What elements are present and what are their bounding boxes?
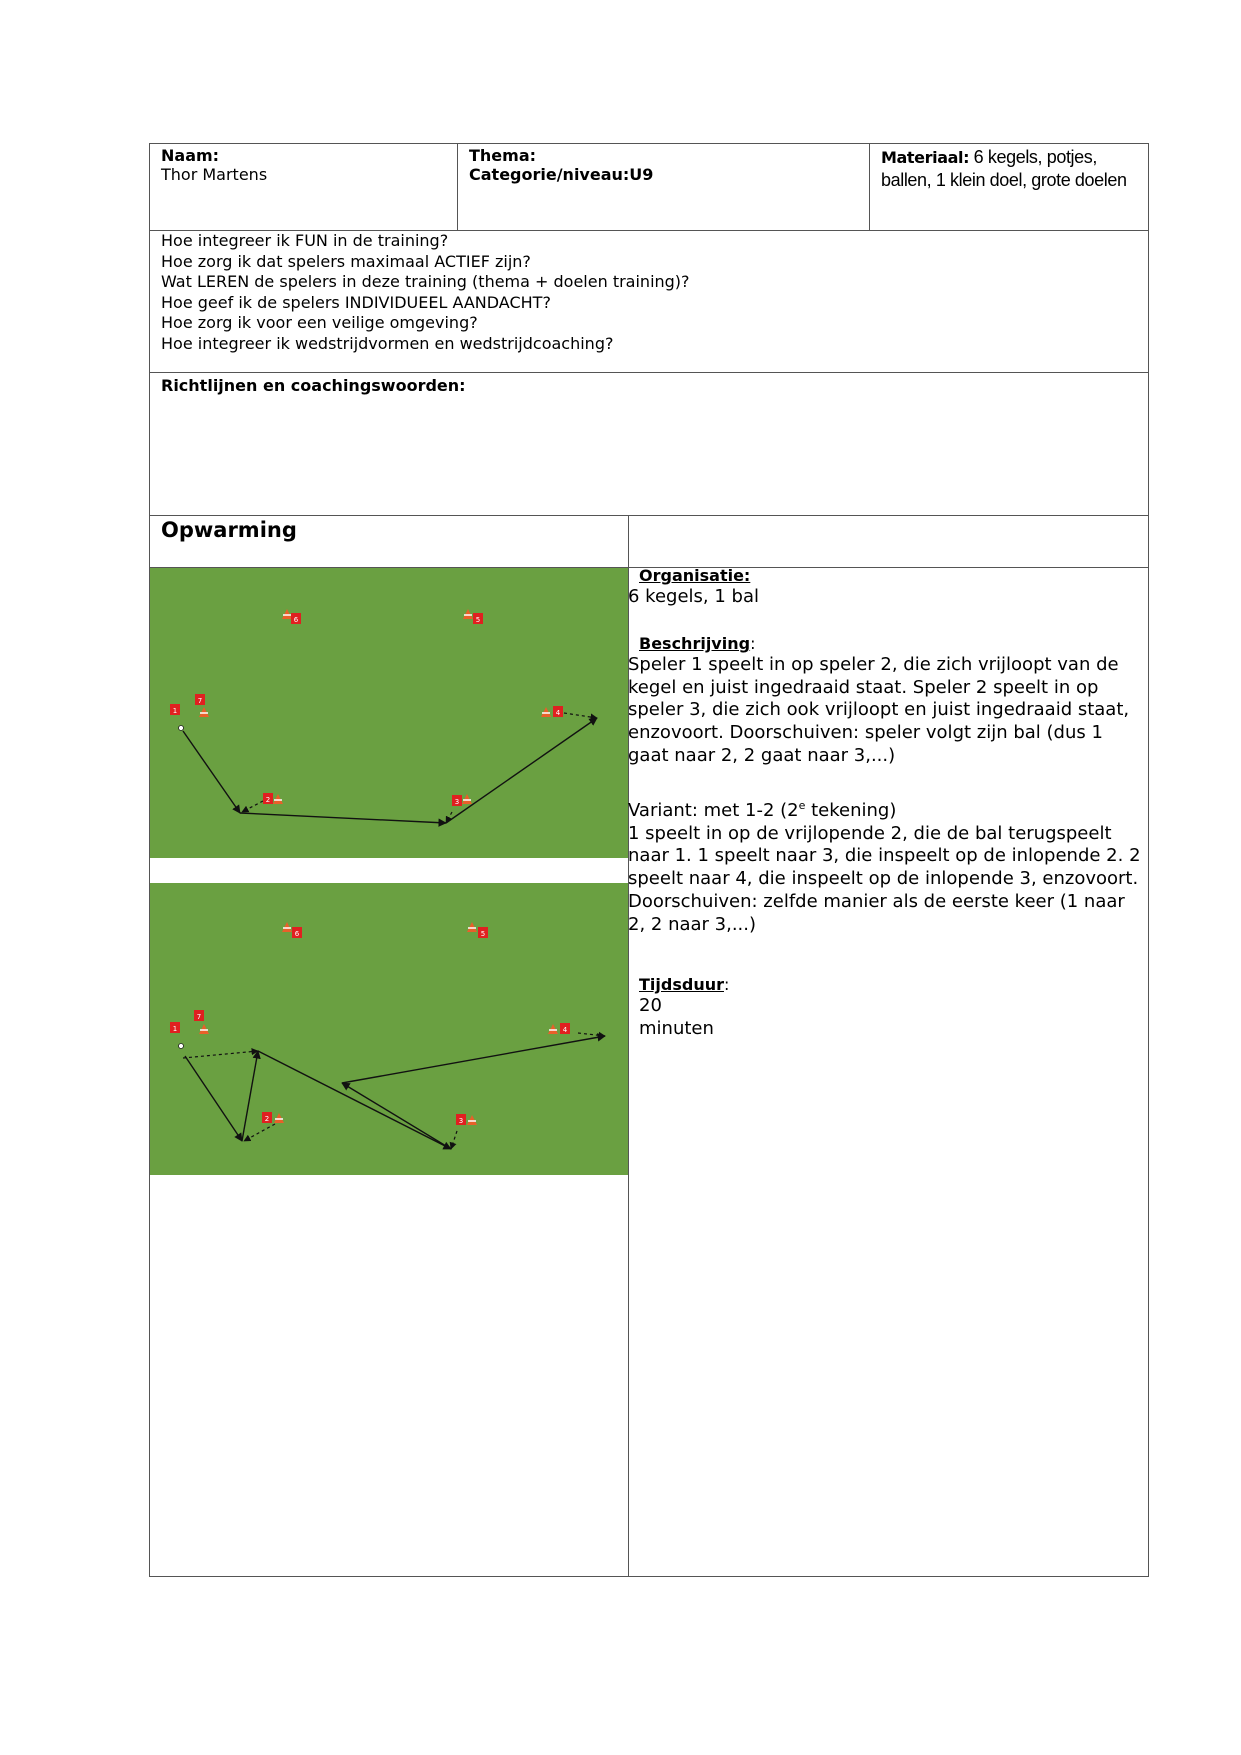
variant-sup: e bbox=[798, 799, 806, 812]
table-top-border bbox=[149, 143, 1149, 144]
variant-heading bbox=[628, 795, 1144, 823]
naam-value: Thor Martens bbox=[161, 165, 268, 184]
player-marker bbox=[553, 706, 563, 717]
materiaal-label: Materiaal: bbox=[881, 148, 970, 167]
question-item: Wat LEREN de spelers in deze training (thema + doelen training)? bbox=[161, 272, 690, 291]
question-item: Hoe geef ik de spelers INDIVIDUEEL AANDACHT? bbox=[161, 292, 551, 312]
player-number: 2 bbox=[265, 796, 271, 804]
categorie-label: Categorie/niveau:U9 bbox=[469, 165, 654, 184]
richtlijnen-label: Richtlijnen en coachingswoorden: bbox=[161, 376, 466, 395]
player-marker bbox=[478, 927, 488, 938]
player-marker bbox=[262, 1112, 272, 1123]
player-marker bbox=[263, 793, 273, 804]
pass-arrow bbox=[446, 718, 597, 823]
player-number: 7 bbox=[196, 1013, 202, 1021]
variant-text: 1 speelt in op de vrijlopende 2, die de bal terugspeelt naar 1. 1 speelt naar 3, die inspeelt op de inlopende 2. 2 speelt naar 4, die inspeelt op de inlopende 3, enzovoort. Doorschuiven: zelfde manier als de eerste keer (1 naar 2, 2 naar 3,...) bbox=[628, 822, 1141, 935]
diagram-2-svg bbox=[150, 883, 628, 1175]
player-marker bbox=[195, 694, 205, 705]
tijdsduur-unit: minuten bbox=[639, 1017, 714, 1039]
question-item: Hoe zorg ik dat spelers maximaal ACTIEF zijn? bbox=[161, 251, 531, 271]
naam-cell bbox=[161, 146, 451, 185]
cone-icon bbox=[199, 707, 209, 717]
ball-icon bbox=[179, 1044, 184, 1049]
row-divider bbox=[149, 515, 1149, 516]
player-marker bbox=[456, 1114, 466, 1125]
player-number: 3 bbox=[454, 798, 460, 806]
cone-icon bbox=[548, 1024, 558, 1034]
run-arrow bbox=[242, 801, 263, 812]
cone-icon bbox=[467, 922, 477, 932]
cone-icon bbox=[541, 707, 551, 717]
beschrijving-block bbox=[628, 634, 1144, 768]
beschrijving-colon: : bbox=[750, 634, 756, 653]
beschrijving-label: Beschrijving bbox=[639, 634, 751, 653]
cone-icon bbox=[274, 1113, 284, 1123]
variant-block bbox=[628, 795, 1144, 936]
col-divider bbox=[457, 143, 458, 231]
thema-label: Thema: bbox=[469, 146, 537, 165]
run-arrow bbox=[244, 1124, 275, 1141]
pass-arrow bbox=[185, 1056, 242, 1141]
tijdsduur-label: Tijdsduur bbox=[639, 975, 724, 994]
ball-icon bbox=[179, 726, 184, 731]
player-marker bbox=[170, 704, 180, 715]
cone-icon bbox=[273, 794, 283, 804]
player-marker bbox=[292, 927, 302, 938]
tijdsduur-block bbox=[639, 975, 939, 1040]
thema-cell bbox=[469, 146, 859, 184]
player-number: 1 bbox=[172, 707, 178, 715]
naam-label: Naam: bbox=[161, 146, 220, 165]
questions-list bbox=[161, 231, 1141, 354]
player-number: 5 bbox=[475, 616, 481, 624]
question-item: Hoe integreer ik FUN in de training? bbox=[161, 231, 449, 250]
cone-icon bbox=[282, 609, 292, 619]
variant-suffix: tekening) bbox=[805, 800, 897, 821]
player-marker bbox=[170, 1022, 180, 1033]
cone-icon bbox=[462, 794, 472, 804]
run-arrow bbox=[183, 1051, 258, 1058]
variant-prefix: Variant: met 1-2 (2 bbox=[628, 800, 799, 821]
player-marker bbox=[473, 613, 483, 624]
player-marker bbox=[560, 1023, 570, 1034]
beschrijving-text: Speler 1 speelt in op speler 2, die zich vrijloopt van de kegel en juist ingedraaid staat. Speler 2 speelt in op speler 3, die zich ook vrijloopt en juist ingedraaid staat, enzovoort. Doorschuiven: speler volgt zijn bal (dus 1 gaat naar 2, 2 gaat naar 3,...) bbox=[628, 654, 1130, 766]
player-number: 5 bbox=[480, 930, 486, 938]
cone-icon bbox=[282, 922, 292, 932]
diagram-1-svg bbox=[150, 568, 628, 858]
tijdsduur-value: 20 bbox=[639, 995, 662, 1016]
player-number: 6 bbox=[294, 930, 300, 938]
player-number: 7 bbox=[197, 697, 203, 705]
run-arrow bbox=[564, 713, 597, 718]
run-arrow bbox=[451, 1131, 457, 1149]
run-arrow bbox=[578, 1033, 605, 1036]
table-bottom-border bbox=[149, 1576, 1149, 1577]
player-marker bbox=[452, 795, 462, 806]
player-number: 2 bbox=[264, 1115, 270, 1123]
question-item: Hoe integreer ik wedstrijdvormen en wedstrijdcoaching? bbox=[161, 333, 614, 353]
training-diagram-2 bbox=[150, 883, 628, 1175]
section-title: Opwarming bbox=[161, 518, 297, 542]
pass-arrow bbox=[240, 813, 446, 823]
cone-icon bbox=[199, 1024, 209, 1034]
tijdsduur-colon: : bbox=[723, 975, 730, 994]
organisatie-block bbox=[628, 566, 1144, 609]
player-marker bbox=[291, 613, 301, 624]
materiaal-value: 6 kegels, potjes, ballen, 1 klein doel, grote doelen bbox=[881, 147, 1127, 190]
cone-icon bbox=[467, 1115, 477, 1125]
organisatie-value: 6 kegels, 1 bal bbox=[628, 586, 759, 607]
cone-icon bbox=[463, 609, 473, 619]
player-number: 6 bbox=[293, 616, 299, 624]
organisatie-label: Organisatie: bbox=[639, 566, 751, 585]
pass-arrow bbox=[258, 1051, 451, 1149]
table-right-border bbox=[1148, 143, 1149, 1577]
row-divider bbox=[149, 372, 1149, 373]
table-left-border bbox=[149, 143, 150, 1577]
player-number: 1 bbox=[172, 1025, 178, 1033]
pass-arrow bbox=[183, 731, 240, 813]
col-divider bbox=[869, 143, 870, 231]
player-number: 4 bbox=[562, 1026, 568, 1034]
player-marker bbox=[194, 1010, 204, 1021]
question-item: Hoe zorg ik voor een veilige omgeving? bbox=[161, 313, 478, 332]
pass-arrow bbox=[342, 1036, 605, 1083]
materiaal-cell bbox=[881, 146, 1143, 191]
player-number: 4 bbox=[555, 709, 561, 717]
player-number: 3 bbox=[458, 1117, 464, 1125]
training-diagram-1 bbox=[150, 568, 628, 858]
pass-arrow bbox=[342, 1083, 451, 1149]
pass-arrow bbox=[242, 1051, 258, 1141]
